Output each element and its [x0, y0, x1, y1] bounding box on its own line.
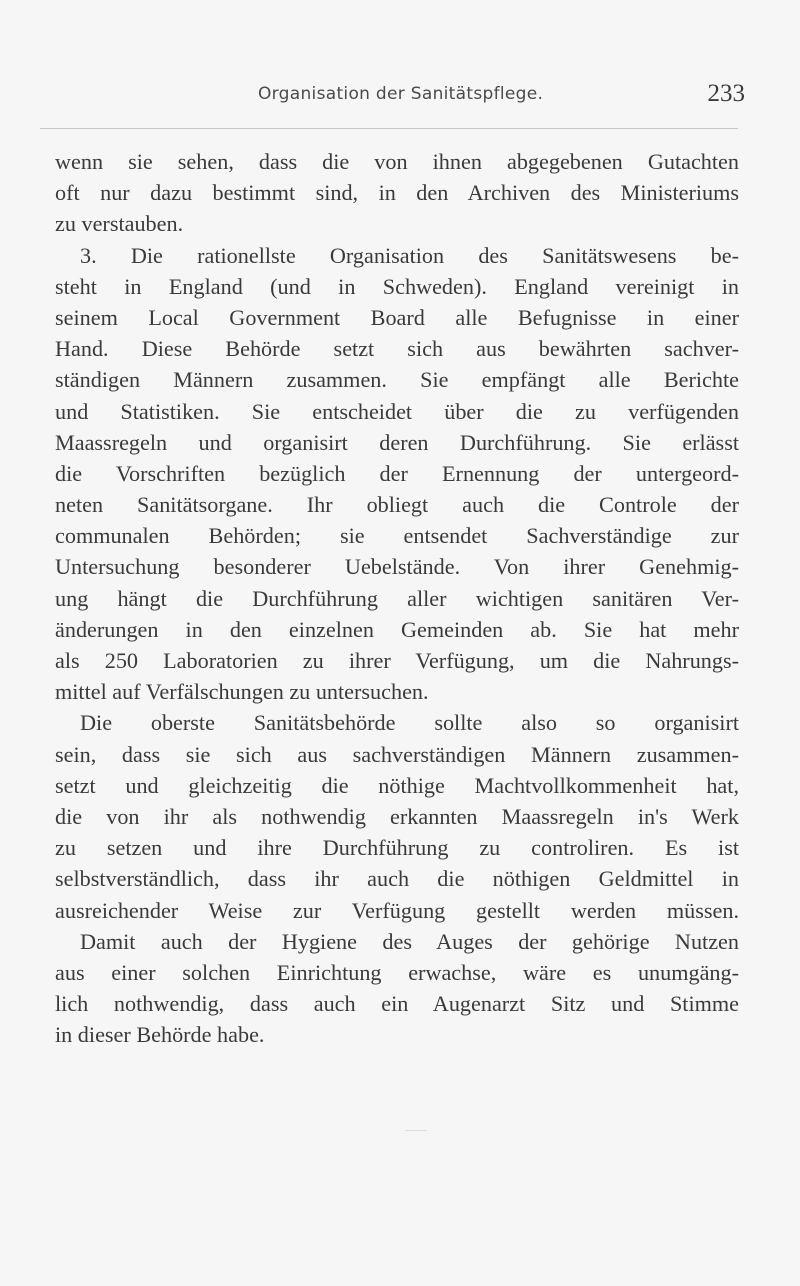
text-line: Untersuchung besonderer Uebelstände. Von ihrer Genehmig- [55, 554, 739, 580]
text-line: sein, dass sie sich aus sachverständigen Männern zusammen- [55, 741, 739, 767]
text-line: communalen Behörden; sie entsendet Sachverständige zur [55, 523, 739, 549]
text-line: setzt und gleichzeitig die nöthige Machtvollkommenheit hat, [55, 772, 739, 798]
text-line: 3. Die rationellste Organisation des Sanitätswesens be- [80, 242, 739, 268]
text-line: lich nothwendig, dass auch ein Augenarzt Sitz und Stimme [55, 991, 739, 1017]
text-line: in dieser Behörde habe. [55, 1022, 265, 1048]
text-line: ausreichender Weise zur Verfügung gestellt werden müssen. [55, 897, 739, 923]
text-line: aus einer solchen Einrichtung erwachse, wäre es unumgäng- [55, 959, 739, 985]
text-line: Maassregeln und organisirt deren Durchführung. Sie erlässt [55, 429, 739, 455]
text-line: mittel auf Verfälschungen zu untersuchen. [55, 679, 429, 705]
running-head [40, 80, 745, 116]
text-line: zu verstauben. [55, 211, 184, 237]
text-line: die Vorschriften bezüglich der Ernennung der untergeord- [55, 460, 739, 486]
text-line: Die oberste Sanitätsbehörde sollte also so organisirt [80, 710, 739, 736]
text-line: seinem Local Government Board alle Befugnisse in einer [55, 304, 739, 330]
text-line: neten Sanitätsorgane. Ihr obliegt auch die Controle der [55, 492, 739, 518]
text-line: änderungen in den einzelnen Gemeinden ab. Sie hat mehr [55, 616, 739, 642]
text-line: ung hängt die Durchführung aller wichtigen sanitären Ver- [55, 585, 739, 611]
text-line: und Statistiken. Sie entscheidet über die zu verfügenden [55, 398, 739, 424]
text-line: selbstverständlich, dass ihr auch die nöthigen Geldmittel in [55, 866, 739, 892]
text-line: als 250 Laboratorien zu ihrer Verfügung, um die Nahrungs- [55, 648, 739, 673]
text-line: ständigen Männern zusammen. Sie empfängt alle Berichte [55, 367, 739, 393]
text-line: wenn sie sehen, dass die von ihnen abgegebenen Gutachten [55, 149, 739, 174]
text-line: Damit auch der Hygiene des Auges der gehörige Nutzen [80, 928, 739, 954]
text-line: oft nur dazu bestimmt sind, in den Archiven des Ministeriums [55, 180, 739, 206]
running-title: Organisation der Sanitätspflege. [258, 84, 544, 104]
body-text [55, 146, 739, 1050]
text-line: Hand. Diese Behörde setzt sich aus bewährten sachver- [55, 336, 739, 362]
header-rule [40, 128, 738, 129]
text-line: zu setzen und ihre Durchführung zu controliren. Es ist [55, 835, 739, 861]
text-line: die von ihr als nothwendig erkannten Maassregeln in's Werk [55, 803, 739, 829]
paper-mark [405, 1130, 427, 1131]
text-line: steht in England (und in Schweden). England vereinigt in [55, 273, 739, 299]
page-number: 233 [707, 80, 745, 107]
